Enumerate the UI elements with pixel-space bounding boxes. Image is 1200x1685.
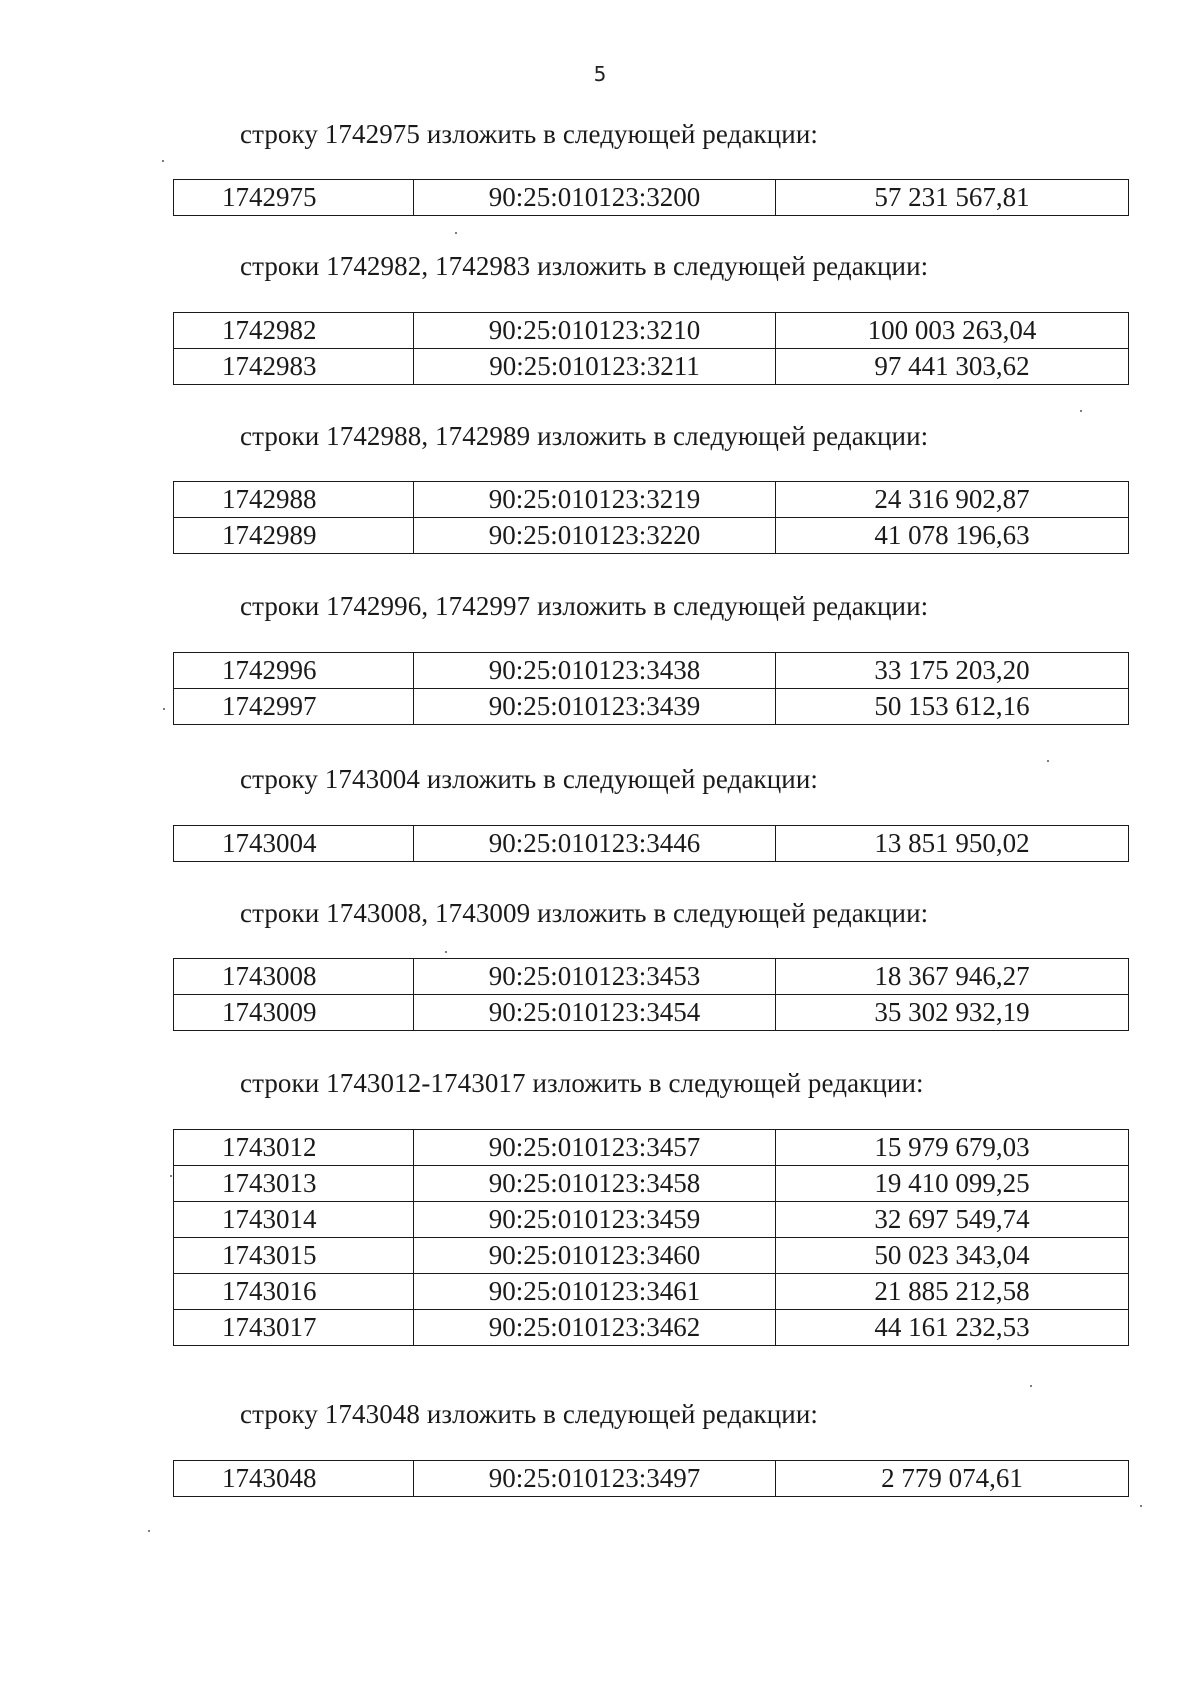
cadastral-number-cell: 90:25:010123:3220 xyxy=(414,518,776,554)
value-cell: 32 697 549,74 xyxy=(776,1202,1129,1238)
table-row xyxy=(174,518,1129,554)
cadastral-number-cell: 90:25:010123:3462 xyxy=(414,1310,776,1346)
table-row xyxy=(174,1238,1129,1274)
table-row xyxy=(174,995,1129,1031)
row-number-cell: 1743009 xyxy=(174,995,414,1031)
table-row xyxy=(174,1461,1129,1497)
row-number-cell: 1742997 xyxy=(174,689,414,725)
cadastral-number-cell: 90:25:010123:3460 xyxy=(414,1238,776,1274)
section-heading: строки 1742982, 1742983 изложить в следующей редакции: xyxy=(240,251,929,281)
value-cell: 44 161 232,53 xyxy=(776,1310,1129,1346)
scan-speck xyxy=(1047,760,1049,762)
page-number: 5 xyxy=(593,62,607,86)
cadastral-number-cell: 90:25:010123:3439 xyxy=(414,689,776,725)
value-cell: 13 851 950,02 xyxy=(776,826,1129,862)
row-number-cell: 1742996 xyxy=(174,653,414,689)
row-number-cell: 1743048 xyxy=(174,1461,414,1497)
row-number-cell: 1743008 xyxy=(174,959,414,995)
amendment-table xyxy=(173,958,1129,1031)
row-number-cell: 1742988 xyxy=(174,482,414,518)
cadastral-number-cell: 90:25:010123:3459 xyxy=(414,1202,776,1238)
value-cell: 100 003 263,04 xyxy=(776,313,1129,349)
table-row xyxy=(174,1130,1129,1166)
scan-speck xyxy=(1140,1505,1142,1507)
section-heading: строки 1742996, 1742997 изложить в следующей редакции: xyxy=(240,591,929,621)
scan-speck xyxy=(1080,410,1082,412)
scan-speck xyxy=(170,1175,172,1177)
row-number-cell: 1743015 xyxy=(174,1238,414,1274)
amendment-table xyxy=(173,179,1129,216)
section-heading: строку 1743004 изложить в следующей редакции: xyxy=(240,764,819,794)
cadastral-number-cell: 90:25:010123:3453 xyxy=(414,959,776,995)
scan-speck xyxy=(162,160,164,162)
value-cell: 41 078 196,63 xyxy=(776,518,1129,554)
table-row xyxy=(174,349,1129,385)
amendment-table xyxy=(173,312,1129,385)
table-row xyxy=(174,1274,1129,1310)
amendment-table xyxy=(173,652,1129,725)
cadastral-number-cell: 90:25:010123:3200 xyxy=(414,180,776,216)
cadastral-number-cell: 90:25:010123:3446 xyxy=(414,826,776,862)
cadastral-number-cell: 90:25:010123:3219 xyxy=(414,482,776,518)
row-number-cell: 1743016 xyxy=(174,1274,414,1310)
value-cell: 33 175 203,20 xyxy=(776,653,1129,689)
table-row xyxy=(174,826,1129,862)
amendment-table xyxy=(173,1129,1129,1346)
table-row xyxy=(174,689,1129,725)
section-heading: строки 1743012-1743017 изложить в следующей редакции: xyxy=(240,1068,924,1098)
table-row xyxy=(174,653,1129,689)
scan-speck xyxy=(455,232,457,234)
value-cell: 97 441 303,62 xyxy=(776,349,1129,385)
table-row xyxy=(174,482,1129,518)
amendment-table xyxy=(173,825,1129,862)
cadastral-number-cell: 90:25:010123:3497 xyxy=(414,1461,776,1497)
row-number-cell: 1743017 xyxy=(174,1310,414,1346)
cadastral-number-cell: 90:25:010123:3438 xyxy=(414,653,776,689)
cadastral-number-cell: 90:25:010123:3454 xyxy=(414,995,776,1031)
cadastral-number-cell: 90:25:010123:3210 xyxy=(414,313,776,349)
value-cell: 18 367 946,27 xyxy=(776,959,1129,995)
section-heading: строки 1742988, 1742989 изложить в следующей редакции: xyxy=(240,421,929,451)
row-number-cell: 1742983 xyxy=(174,349,414,385)
value-cell: 24 316 902,87 xyxy=(776,482,1129,518)
table-row xyxy=(174,1202,1129,1238)
value-cell: 21 885 212,58 xyxy=(776,1274,1129,1310)
cadastral-number-cell: 90:25:010123:3461 xyxy=(414,1274,776,1310)
amendment-table xyxy=(173,1460,1129,1497)
value-cell: 19 410 099,25 xyxy=(776,1166,1129,1202)
scan-speck xyxy=(1030,1385,1032,1387)
table-row xyxy=(174,313,1129,349)
section-heading: строку 1743048 изложить в следующей редакции: xyxy=(240,1399,819,1429)
value-cell: 35 302 932,19 xyxy=(776,995,1129,1031)
value-cell: 15 979 679,03 xyxy=(776,1130,1129,1166)
cadastral-number-cell: 90:25:010123:3458 xyxy=(414,1166,776,1202)
amendment-table xyxy=(173,481,1129,554)
scan-speck xyxy=(163,708,165,710)
row-number-cell: 1743012 xyxy=(174,1130,414,1166)
value-cell: 57 231 567,81 xyxy=(776,180,1129,216)
scan-speck xyxy=(148,1530,150,1532)
table-row xyxy=(174,959,1129,995)
row-number-cell: 1743013 xyxy=(174,1166,414,1202)
section-heading: строки 1743008, 1743009 изложить в следующей редакции: xyxy=(240,898,929,928)
row-number-cell: 1742982 xyxy=(174,313,414,349)
table-row xyxy=(174,1166,1129,1202)
row-number-cell: 1742989 xyxy=(174,518,414,554)
value-cell: 50 153 612,16 xyxy=(776,689,1129,725)
table-row xyxy=(174,1310,1129,1346)
cadastral-number-cell: 90:25:010123:3211 xyxy=(414,349,776,385)
row-number-cell: 1743014 xyxy=(174,1202,414,1238)
value-cell: 2 779 074,61 xyxy=(776,1461,1129,1497)
value-cell: 50 023 343,04 xyxy=(776,1238,1129,1274)
cadastral-number-cell: 90:25:010123:3457 xyxy=(414,1130,776,1166)
scan-speck xyxy=(445,951,447,953)
row-number-cell: 1743004 xyxy=(174,826,414,862)
section-heading: строку 1742975 изложить в следующей редакции: xyxy=(240,119,819,149)
row-number-cell: 1742975 xyxy=(174,180,414,216)
table-row xyxy=(174,180,1129,216)
